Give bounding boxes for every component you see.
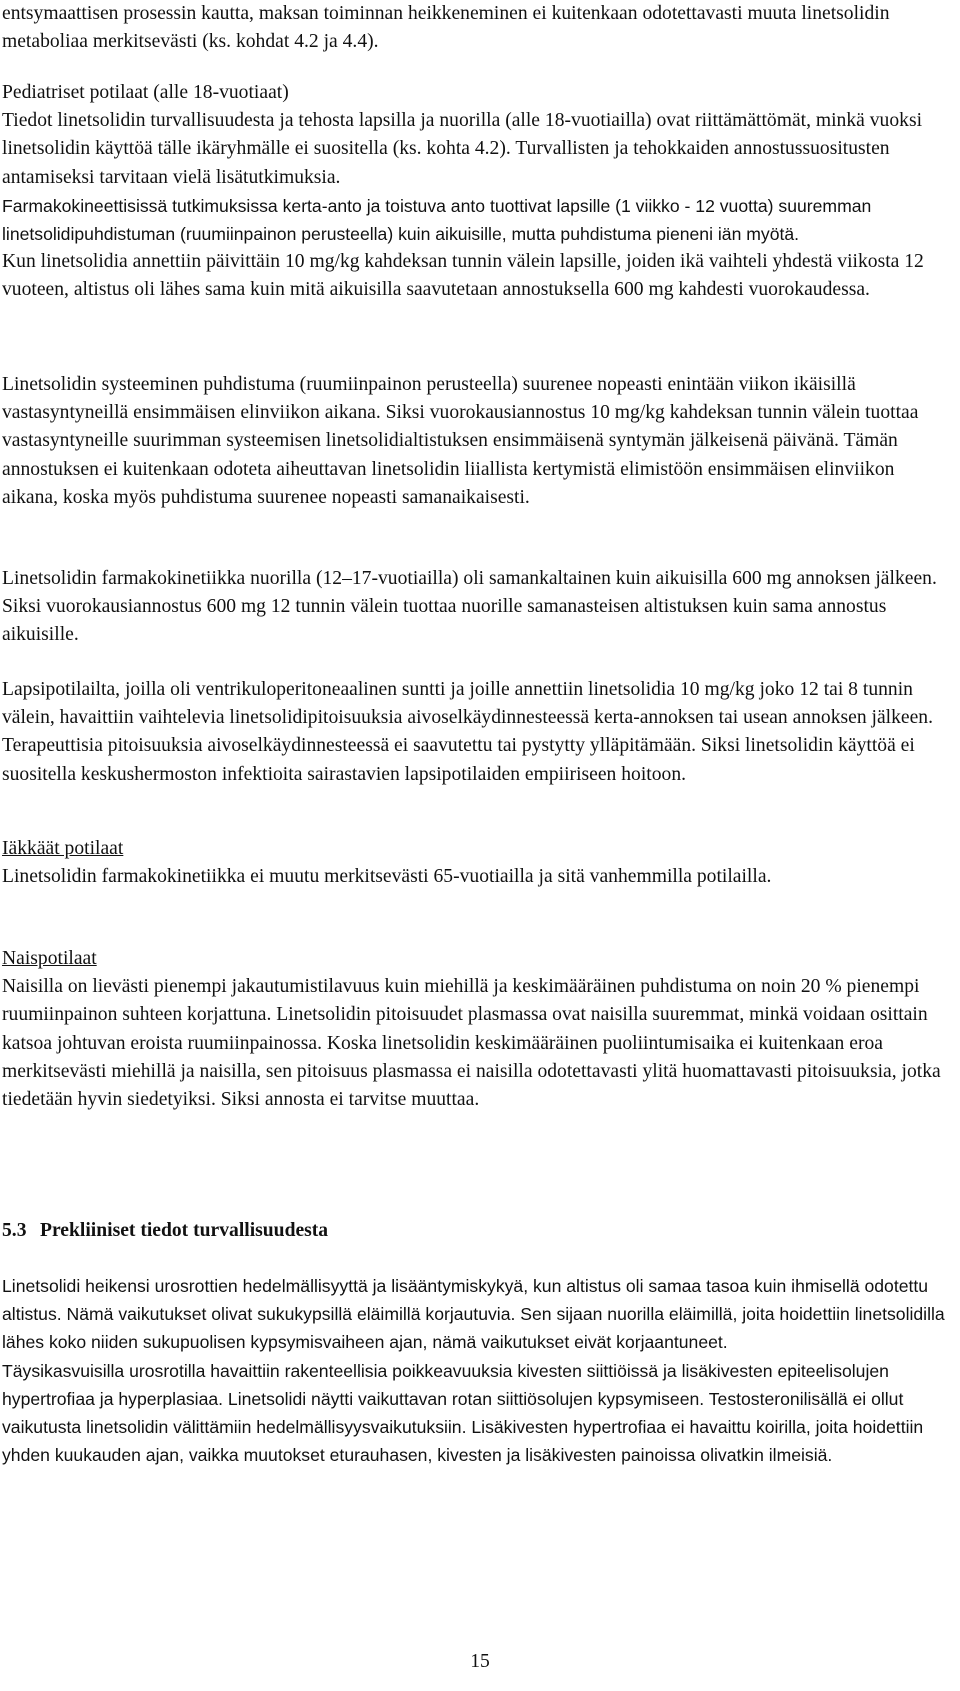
section-5-3-heading <box>2 1217 950 1245</box>
female-text: Naisilla on lievästi pienempi jakautumistilavuus kuin miehillä ja keskimääräinen puhdistuma on noin 20 % pienempi ruumiinpainon suhteen korjattuna. Linetsolidin pitoisuudet plasmassa ovat naisilla suuremmat, minkä voidaan osittain katsoa johtuvan eroista ruumiinpainossa. Koska linetsolidin keskimääräinen puoliintumisaika ei kuitenkaan eroa merkitsevästi miehillä ja naisilla, sen pitoisuus plasmassa ei naisilla odotettavasti ylitä huomattavasti pitoisuuksia, jotka tiedetään hyvin siedetyiksi. Siksi annosta ei tarvitse muuttaa. <box>2 976 941 1111</box>
intro-text: entsymaattisen prosessin kautta, maksan toiminnan heikkeneminen ei kuitenkaan odotettavasti muuta linetsolidin metaboliaa merkitsevästi (ks. kohdat 4.2 ja 4.4). <box>2 3 890 53</box>
pediatric-heading: Pediatriset potilaat (alle 18-vuotiaat) <box>2 82 289 103</box>
elderly-heading: Iäkkäät potilaat <box>2 838 124 859</box>
section-5-3-paragraph-1: Linetsolidi heikensi urosrottien hedelmällisyyttä ja lisääntymiskykyä, kun altistus oli samaa tasoa kuin ihmisellä odotettu altistus. Nämä vaikutukset olivat sukukypsillä eläimillä korjautuvia. Sen sijaan nuorilla eläimillä, joita hoidettiin linetsolidilla lähes koko niiden sukupuolisen kypsymisvaiheen ajan, nämä vaikutukset eivät korjaantuneet. <box>2 1276 945 1353</box>
elderly-section <box>2 835 950 891</box>
pediatric-paragraph-6: Lapsipotilailta, joilla oli ventrikuloperitoneaalinen suntti ja joille annettiin linetsolidia 10 mg/kg joko 12 tai 8 tunnin välein, havaittiin vaihtelevia linetsolidipitoisuuksia aivoselkäydinnesteessä kerta-annoksen tai usean annoksen jälkeen. Terapeuttisia pitoisuuksia aivoselkäydinnesteessä ei saavutettu tai pystytty ylläpitämään. Siksi linetsolidin käyttöä ei suositella keskushermoston infektioita sairastavien lapsipotilaiden empiiriseen hoitoon. <box>2 679 933 785</box>
elderly-text: Linetsolidin farmakokinetiikka ei muutu merkitsevästi 65-vuotiailla ja sitä vanhemmilla potilailla. <box>2 866 772 888</box>
pediatric-paragraph-2: Farmakokineettisissä tutkimuksissa kerta-anto ja toistuva anto tuottivat lapsille (1 viikko - 12 vuotta) suuremman linetsolidipuhdistuman (ruumiinpainon perusteella) kuin aikuisille, mutta puhdistuma pieneni iän myötä. <box>2 195 872 245</box>
section-number: 5.3 <box>2 1220 27 1241</box>
pediatric-neonates-paragraph <box>2 371 950 512</box>
pediatric-paragraph-4: Linetsolidin systeeminen puhdistuma (ruumiinpainon perusteella) suurenee nopeasti enintään viikon ikäisillä vastasyntyneillä ensimmäisen elinviikon aikana. Siksi vuorokausiannostus 10 mg/kg kahdeksan tunnin välein tuottaa vastasyntyneille suurimman systeemisen linetsolidialtistuksen ensimmäisenä syntymän jälkeisenä päivänä. Tämän annostuksen ei kuitenkaan odoteta aiheuttavan linetsolidin liiallista kertymistä elimistöön ensimmäisen elinviikon aikana, koska myös puhdistuma suurenee nopeasti samanaikaisesti. <box>2 374 919 508</box>
pediatric-paragraph-5: Linetsolidin farmakokinetiikka nuorilla (12–17-vuotiailla) oli samankaltainen kuin aikuisilla 600 mg annoksen jälkeen. Siksi vuorokausiannostus 600 mg 12 tunnin välein tuottaa nuorille samanasteisen altistuksen kuin sama annostus aikuisille. <box>2 568 937 646</box>
pediatric-shunt-paragraph <box>2 676 950 789</box>
section-5-3-body <box>2 1272 950 1469</box>
pediatric-adolescents-paragraph <box>2 565 950 650</box>
section-5-3-paragraph-2: Täysikasvuisilla urosrotilla havaittiin rakenteellisia poikkeavuuksia kivesten siittiöissä ja lisäkivesten epiteelisolujen hypertrofiaa ja hyperplasiaa. Linetsolidi näytti vaikuttavan rotan siittiösolujen kypsymiseen. Testosteronilisällä ei ollut vaikutusta linetsolidin välittämiin hedelmällisyysvaikutuksiin. Lisäkivesten hypertrofiaa ei havaittu koirilla, joita hoidettiin yhden kuukauden ajan, vaikka muutokset eturauhasen, kivesten ja lisäkivesten painoissa olivatkin ilmeisiä. <box>2 1360 924 1466</box>
page-number: 15 <box>470 1651 490 1672</box>
pediatric-paragraph-1: Tiedot linetsolidin turvallisuudesta ja tehosta lapsilla ja nuorilla (alle 18-vuotiailla) ovat riittämättömät, minkä vuoksi linetsolidin käyttöä tälle ikäryhmälle ei suositella (ks. kohta 4.2). Turvallisten ja tehokkaiden annostussuositusten antamiseksi tarvitaan vielä lisätutkimuksia. <box>2 110 923 188</box>
section-title: Prekliiniset tiedot turvallisuudesta <box>40 1220 329 1241</box>
intro-paragraph <box>2 0 950 56</box>
pediatric-paragraph-3: Kun linetsolidia annettiin päivittäin 10 mg/kg kahdeksan tunnin välein lapsille, joiden ikä vaihteli yhdestä viikosta 12 vuoteen, altistus oli lähes sama kuin mitä aikuisilla saavutetaan annostuksella 600 mg kahdesti vuorokaudessa. <box>2 251 924 301</box>
female-heading: Naispotilaat <box>2 948 97 969</box>
pediatric-section <box>2 79 950 305</box>
female-section <box>2 945 950 1114</box>
